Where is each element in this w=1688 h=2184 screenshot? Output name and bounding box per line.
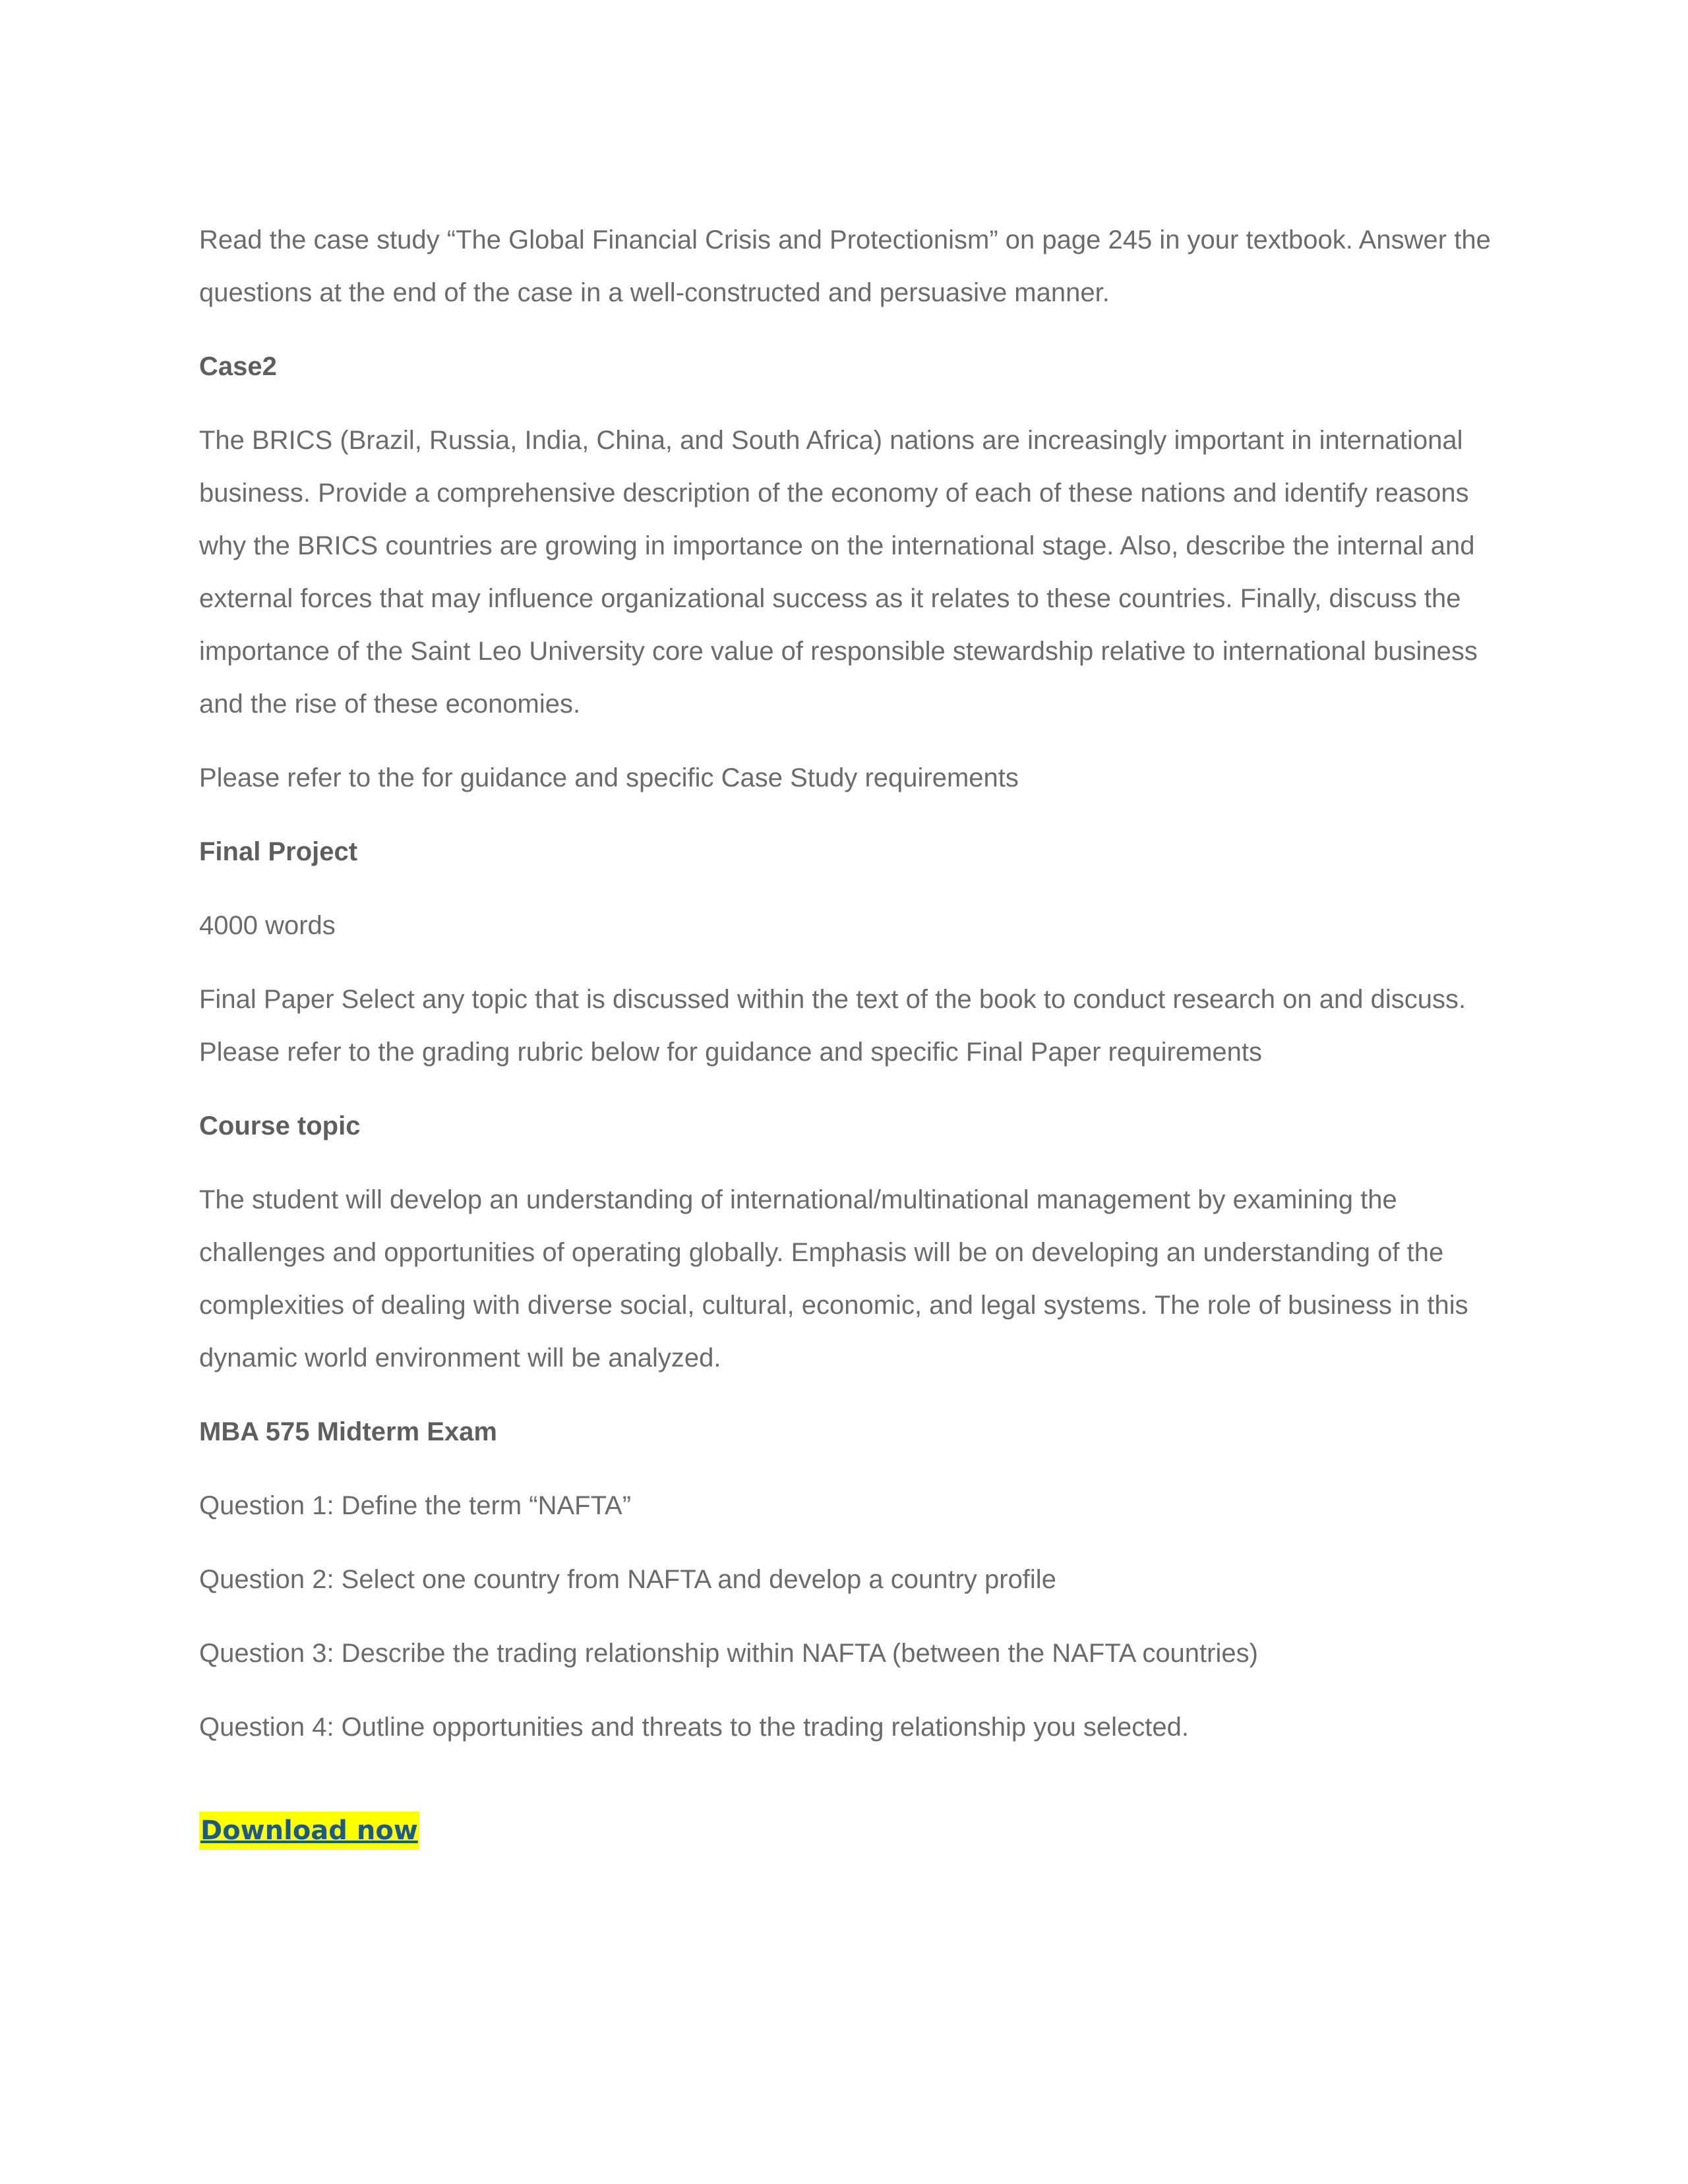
case2-heading: Case2 [199,352,277,381]
final-paper-paragraph: Final Paper Select any topic that is discussed within the text of the book to conduct research on and discuss. Please refer to the grading rubric below for guidance and specific Final Paper requirements [199,985,1466,1067]
spacer [199,1458,1505,1479]
question-item: Question 1: Define the term “NAFTA” [199,1491,632,1520]
final-project-heading: Final Project [199,837,358,866]
case2-paragraph: The BRICS (Brazil, Russia, India, China, and South Africa) nations are increasingly important in international business. Provide a comprehensive description of the economy of each of these nations and identify reasons why the BRICS countries are growing in importance on the international stage. Also, describe the internal and external forces that may influence organizational success as it relates to these countries. Finally, discuss the importance of the Saint Leo University core value of responsible stewardship relative to international business and the rise of these economies. [199,426,1478,719]
spacer [199,952,1505,973]
question-item: Question 4: Outline opportunities and threats to the trading relationship you selected. [199,1713,1189,1742]
spacer [199,730,1505,752]
case2-guidance: Please refer to the for guidance and specific Case Study requirements [199,763,1019,792]
document-page [199,214,1505,1850]
course-topic-heading: Course topic [199,1111,361,1140]
spacer [199,1606,1505,1627]
spacer [199,1152,1505,1173]
midterm-heading: MBA 575 Midterm Exam [199,1417,497,1446]
word-count: 4000 words [199,911,336,940]
spacer [199,1532,1505,1553]
spacer [199,1680,1505,1701]
spacer [199,319,1505,340]
course-topic-paragraph: The student will develop an understanding of international/multinational management by examining the challenges and opportunities of operating globally. Emphasis will be on developing an understanding of the complexities of dealing with diverse social, cultural, economic, and legal systems. The role of business in this dynamic world environment will be analyzed. [199,1185,1468,1372]
spacer [199,1754,1505,1812]
question-item: Question 3: Describe the trading relationship within NAFTA (between the NAFTA countries) [199,1639,1258,1668]
spacer [199,1078,1505,1100]
download-now-link[interactable]: Download now [199,1812,419,1850]
spacer [199,1384,1505,1405]
spacer [199,393,1505,414]
intro-paragraph: Read the case study “The Global Financial Crisis and Protectionism” on page 245 in your textbook. Answer the questions at the end of the case in a well-constructed and persuasive manner. [199,225,1491,307]
spacer [199,804,1505,825]
spacer [199,878,1505,899]
question-item: Question 2: Select one country from NAFTA and develop a country profile [199,1565,1056,1594]
